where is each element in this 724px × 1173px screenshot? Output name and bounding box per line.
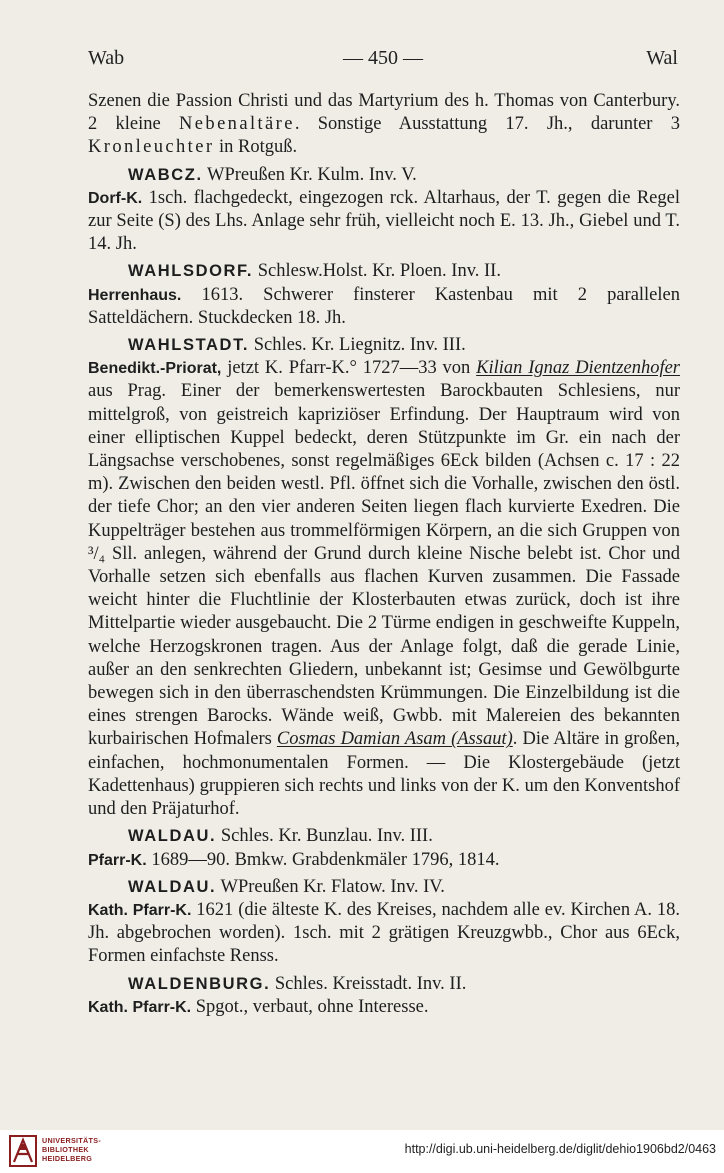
place-name: WAHLSTADT.	[128, 336, 250, 355]
place-name: WABCZ.	[128, 165, 203, 184]
body-text	[88, 90, 680, 1019]
region: Schlesw.Holst. Kr. Ploen. Inv. II.	[253, 261, 501, 282]
entry-body: Kath. Pfarr-K. 1621 (die älteste K. des Kreises, nachdem alle ev. Kirchen A. 18. Jh. abgebrochen worden). 1sch. mit 2 grätigen Kreuzgwbb., Chor aus 6Eck, Formen einfachste Renss.	[88, 899, 680, 967]
entry-body: Herrenhaus. 1613. Schwerer finsterer Kastenbau mit 2 parallelen Satteldächern. Stuckdecken 18. Jh.	[88, 284, 680, 328]
entry-heading	[88, 334, 680, 357]
entry-heading	[88, 164, 680, 187]
running-head-right: Wal	[646, 47, 678, 69]
permalink-url[interactable]: http://digi.ub.uni-heidelberg.de/diglit/dehio1906bd2/0463	[404, 1142, 716, 1156]
place-name: WALDAU.	[128, 877, 217, 896]
building-keyword: Kath. Pfarr-K.	[88, 998, 192, 1016]
viewer-footer	[0, 1130, 724, 1173]
entry-heading	[88, 973, 680, 996]
running-head-left: Wab	[88, 47, 125, 69]
region: WPreußen Kr. Kulm. Inv. V.	[202, 164, 417, 185]
page-number: — 450 —	[343, 47, 423, 69]
place-name: WAHLSDORF.	[128, 262, 254, 281]
artist-name: Kilian Ignaz Dientzenhofer	[476, 358, 681, 379]
running-head	[88, 47, 678, 77]
building-keyword: Herrenhaus.	[88, 286, 182, 304]
university-seal-icon	[8, 1134, 38, 1168]
library-name: UNIVERSITÄTS- BIBLIOTHEK HEIDELBERG	[42, 1136, 102, 1163]
region: Schles. Kr. Bunzlau. Inv. III.	[216, 826, 433, 847]
building-keyword: Dorf-K.	[88, 189, 143, 207]
entry-heading	[88, 876, 680, 899]
building-keyword: Pfarr-K.	[88, 851, 147, 869]
building-keyword: Benedikt.-Priorat,	[88, 360, 222, 378]
region: WPreußen Kr. Flatow. Inv. IV.	[216, 876, 445, 897]
entry-heading	[88, 825, 680, 848]
artist-name: Cosmas Damian Asam (Assaut)	[276, 729, 513, 750]
place-name: WALDENBURG.	[128, 974, 271, 993]
entry-body: Benedikt.-Priorat, jetzt K. Pfarr-K.° 1727—33 von Kilian Ignaz Dientzenhofer aus Prag. Einer der bemerkenswertesten Barockbauten Schlesiens, nur mittelgroß, von geistreich kapriziöser Erfindung. Der Hauptraum wird von einer elliptischen Kuppel bedeckt, deren Stützpunkte im Gr. ein nach der Längsachse verschobenes, sonst regelmäßiges 6Eck bilden (Achsen c. 17 : 22 m). Zwischen den beiden westl. Pfl. öffnet sich die Vorhalle, zwischen den östl. der tiefe Chor; an den vier anderen Seiten liegen flach kurvierte Exedren. Die Kuppelträger bestehen aus trommelförmigen Körpern, an die sich Gruppen von ³/₄ Sll. anlegen, während der Grund durch kleine Nische belebt ist. Chor und Vorhalle setzen sich ebenfalls aus flachen Kurven zusammen. Die Fassade weicht hinter die Fluchtlinie der Klosterbauten etwas zurück, doch ist ihre Mittelpartie wieder ausgebaucht. Die 2 Türme endigen in geschweifte Kuppeln, welche Herzogskronen tragen. Aus der Anlage folgt, daß die gerade Linie, außer an den senkrechten Gliedern, unbekannt ist; Gesimse und Gewölbgurte bewegen sich in den überraschendsten Krümmungen. Die Einzelbildung ist die eines strengen Barocks. Wände weiß, Gwbb. mit Malereien des bekannten kurbairischen Hofmalers Cosmas Damian Asam (Assaut). Die Altäre in großen, einfachen, hochmonumentalen Formen. — Die Klostergebäude (jetzt Kadettenhaus) gruppieren sich rechts und links von der K. um den Konventshof und den Präjaturhof.	[88, 358, 681, 820]
spaced-term: Kronleuchter	[88, 137, 215, 158]
entry-body: Pfarr-K. 1689—90. Bmkw. Grabdenkmäler 1796, 1814.	[88, 849, 500, 870]
entry-body: Dorf-K. 1sch. flachgedeckt, eingezogen rck. Altarhaus, der T. gegen die Regel zur Seite (S) des Lhs. Anlage sehr früh, vielleicht noch E. 13. Jh., Giebel und T. 14. Jh.	[88, 187, 680, 255]
entry-body: Kath. Pfarr-K. Spgot., verbaut, ohne Interesse.	[88, 996, 429, 1017]
spaced-term: Nebenaltäre	[179, 114, 295, 135]
entry-heading	[88, 260, 680, 283]
building-keyword: Kath. Pfarr-K.	[88, 901, 192, 919]
place-name: WALDAU.	[128, 827, 217, 846]
region: Schles. Kreisstadt. Inv. II.	[270, 973, 467, 994]
continuation-paragraph: Szenen die Passion Christi und das Martyrium des h. Thomas von Canterbury. 2 kleine Nebenaltäre. Sonstige Ausstattung 17. Jh., darunter 3 Kronleuchter in Rotguß.	[88, 91, 681, 158]
region: Schles. Kr. Liegnitz. Inv. III.	[249, 335, 466, 356]
